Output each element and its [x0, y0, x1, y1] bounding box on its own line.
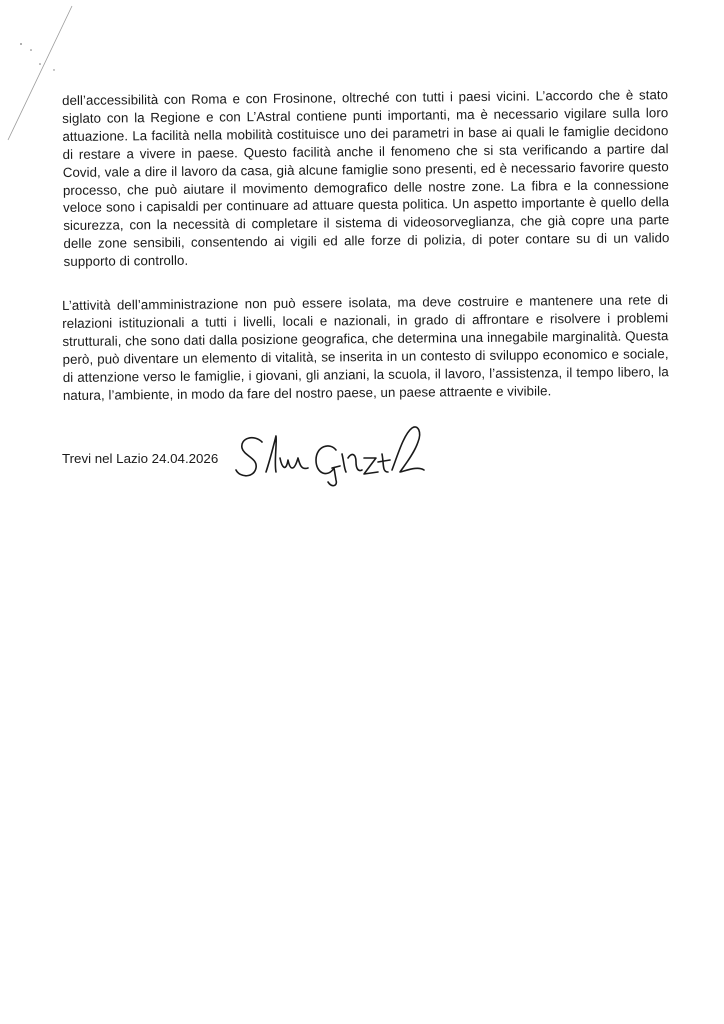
handwritten-signature-icon	[232, 424, 442, 490]
body-paragraph-1: dell’accessibilità con Roma e con Frosinone, oltreché con tutti i paesi vicini. L’accordo che è stato siglato con la Regione e con L’Astral contiene punti importanti, ma è necessario vigilare sulla loro attuazione. La facilità nella mobilità costituisce uno dei parametri in base ai quali le famiglie decidono di restare a vivere in paese. Questo facilità anche il fenomeno che si sta verificando a partire dal Covid, vale a dire il lavoro da casa, già alcune famiglie sono presenti, ed è necessario favorire questo processo, che può aiutare il movimento demografico delle nostre zone. La fibra e la connessione veloce sono i capisaldi per continuare ad attuare questa politica. Un aspetto importante è quello della sicurezza, con la necessità di completare il sistema di videosorveglianza, che già copre una parte delle zone sensibili, consentendo ai vigili ed alle forze di polizia, di poter contare su di un valido supporto di controllo.	[62, 87, 670, 270]
body-paragraph-2: L’attività dell’amministrazione non può essere isolata, ma deve costruire e mantenere una rete di relazioni istituzionali a tutti i livelli, locali e nazionali, in grado di affrontare e risolvere i problemi strutturali, che sono dati dalla posizione geografica, che determina una innegabile marginalità. Questa però, può diventare un elemento di vitalità, se inserita in un contesto di sviluppo economico e sociale, di attenzione verso le famiglie, i giovani, gli anziani, la scuola, il lavoro, l’assistenza, il tempo libero, la natura, l’ambiente, in modo da fare del nostro paese, un paese attraente e vivibile.	[62, 292, 669, 403]
place-date: Trevi nel Lazio 24.04.2026	[62, 451, 219, 466]
